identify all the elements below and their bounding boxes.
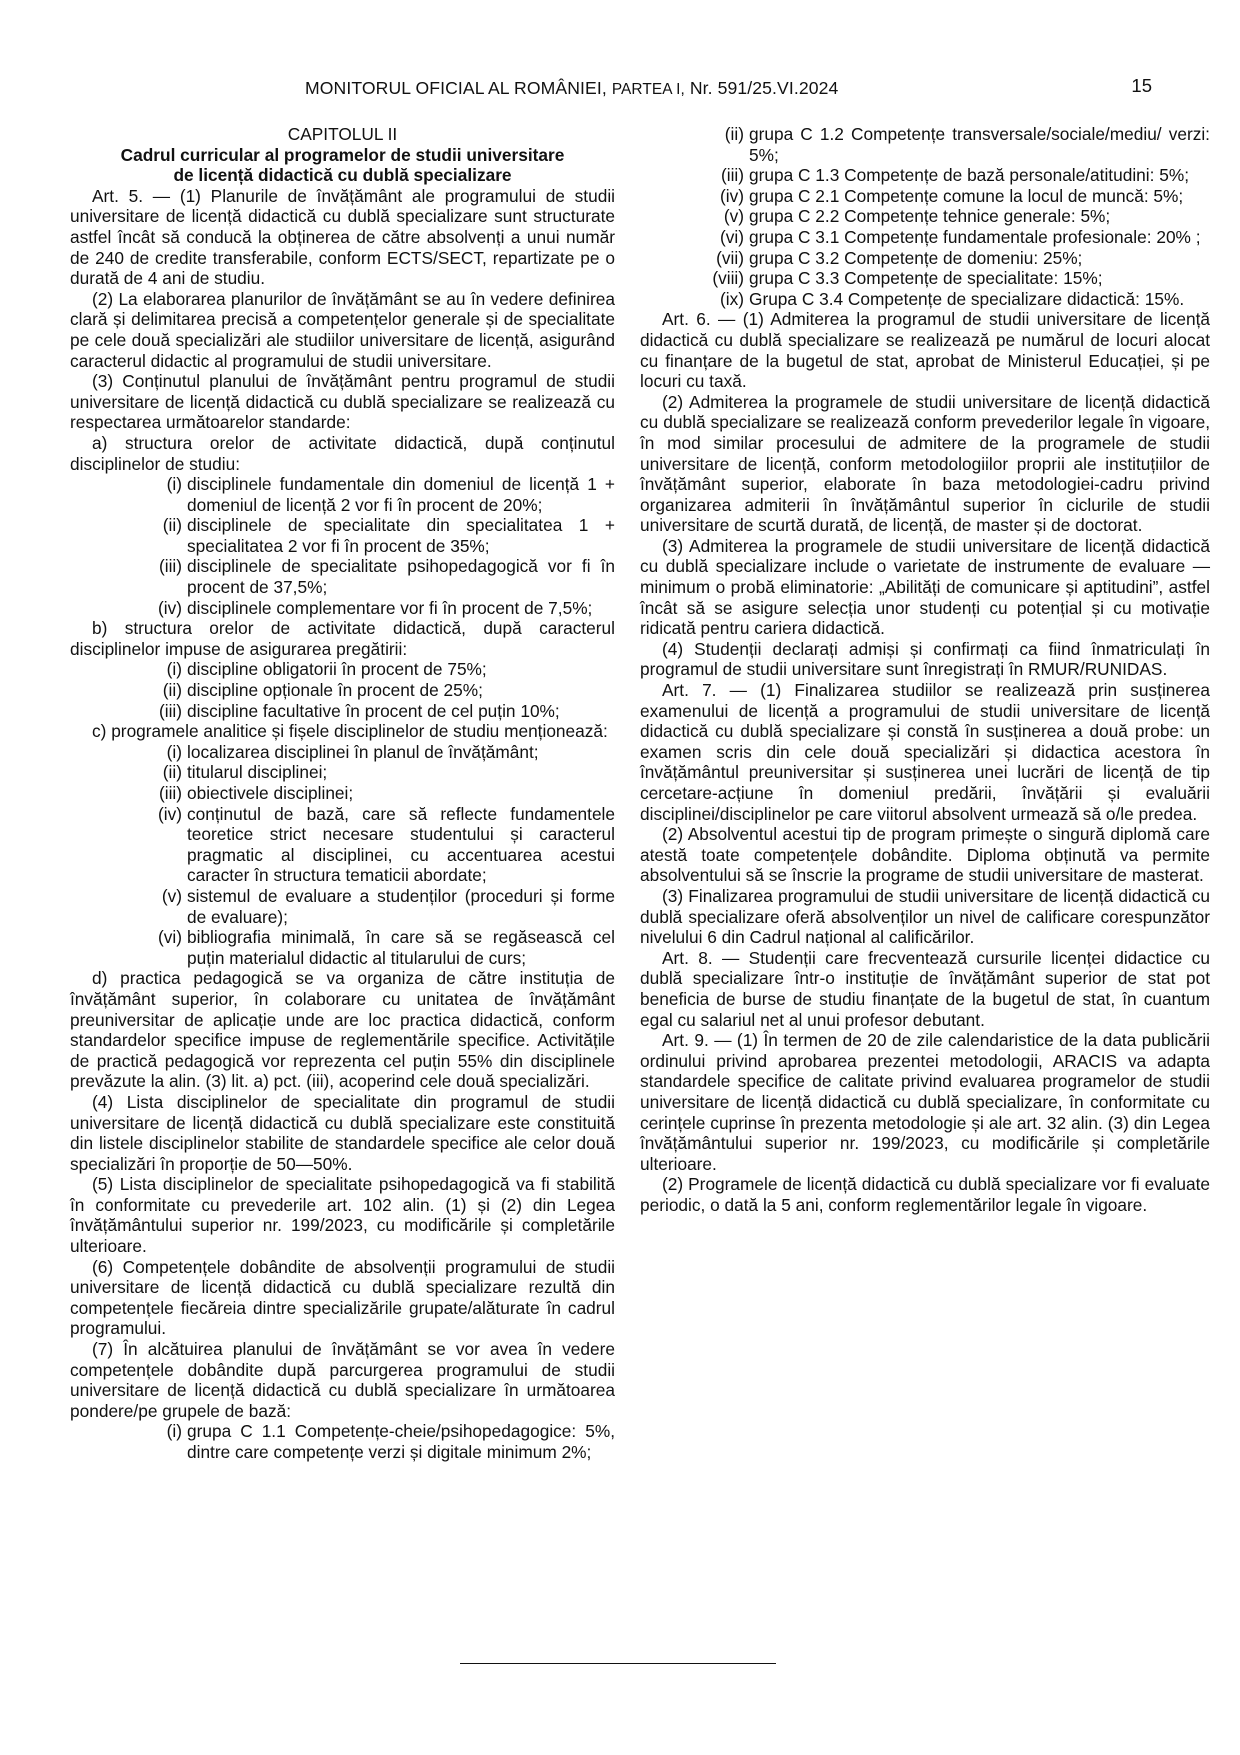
item-text: disciplinele complementare vor fi în procent de 7,5%; xyxy=(187,597,593,618)
chapter-title-line-2: de licență didactică cu dublă specializare xyxy=(173,165,512,186)
item-text: disciplinele de specialitate din specialitatea 1 + specialitatea 2 vor fi în procent de 35%; xyxy=(187,515,615,556)
list-item xyxy=(70,515,615,556)
item-number: (iii) xyxy=(720,165,744,186)
chapter-title-line-1: Cadrul curricular al programelor de studii universitare xyxy=(120,144,565,165)
item-number: (vi) xyxy=(158,927,182,948)
list-item xyxy=(640,165,1210,186)
item-number: (iii) xyxy=(158,783,182,803)
art7-para-3: (3) Finalizarea programului de studii universitare de licență didactică cu dublă specializare oferă absolvenților un nivel de calificare corespunzător nivelului 6 din Cadrul național al calificărilor. xyxy=(640,885,1210,948)
item-number: (ii) xyxy=(162,680,182,701)
art5-letter-d: d) practica pedagogică se va organiza de către instituția de învățământ superior, în colaborare cu unitatea de învățământ preuniversitar de aplicație unde are loc practica didactică, conform standardelor specifice impuse de reglementările specifice. Activitățile de practică pedagogică vor reprezenta cel puțin 55% din disciplinele prevăzute la alin. (3) lit. a) pct. (iii), acoperind cele două specializări. xyxy=(70,968,615,1092)
item-number: (ix) xyxy=(720,288,744,309)
item-number: (i) xyxy=(166,741,182,762)
item-text: grupa C 3.1 Competențe fundamentale profesionale: 20% ; xyxy=(749,226,1201,247)
list-item xyxy=(70,762,615,783)
item-number: (i) xyxy=(166,659,182,680)
item-text: grupa C 3.3 Competențe de specialitate: 15%; xyxy=(749,268,1103,289)
item-number: (i) xyxy=(166,474,182,495)
list-item xyxy=(70,598,615,619)
art9-para-2: (2) Programele de licență didactică cu dublă specializare vor fi evaluate periodic, o dată la 5 ani, conform reglementărilor legale în vigoare. xyxy=(640,1174,1210,1215)
item-text: bibliografia minimală, în care să se regăsească cel puțin materialul didactic al titularului de curs; xyxy=(187,927,615,968)
item-text: grupa C 1.3 Competențe de bază personale/atitudini: 5%; xyxy=(749,165,1189,186)
item-number: (iv) xyxy=(158,803,182,824)
item-text: grupa C 2.2 Competențe tehnice generale: 5%; xyxy=(749,206,1111,227)
item-text: disciplinele de specialitate psihopedagogică vor fi în procent de 37,5%; xyxy=(187,556,615,598)
art5-letter-c: c) programele analitice și fișele disciplinelor de studiu menționează: xyxy=(92,721,608,742)
end-rule-divider xyxy=(460,1663,776,1664)
item-text: conținutul de bază, care să reflecte fundamentele teoretice strict necesare studentului și caracterul pragmatic al disciplinei, cu accentuarea acestui caracter în structura tematicii abordate; xyxy=(187,803,615,886)
item-number: (vi) xyxy=(720,226,744,247)
running-header xyxy=(305,78,838,99)
art5-para-4: (4) Lista disciplinelor de specialitate din programul de studii universitare de licență didactică cu dublă specializare este constituită din listele disciplinelor stabilite de standardele specifice ale celor două specializări în proporție de 50—50%. xyxy=(70,1091,615,1174)
list-item xyxy=(640,268,1210,289)
item-number: (vii) xyxy=(716,247,744,268)
right-column xyxy=(640,124,1210,1215)
item-text: discipline opționale în procent de 25%; xyxy=(187,680,483,701)
list-item xyxy=(640,227,1210,248)
item-text: sistemul de evaluare a studenților (proceduri și forme de evaluare); xyxy=(187,885,615,927)
list-item xyxy=(70,556,615,597)
list-item xyxy=(70,742,615,763)
item-text: localizarea disciplinei în planul de învățământ; xyxy=(187,741,539,762)
list-item xyxy=(70,1421,615,1462)
list-item xyxy=(640,289,1210,310)
list-item xyxy=(640,206,1210,227)
item-text: grupa C 3.2 Competențe de domeniu: 25%; xyxy=(749,247,1083,268)
list-item xyxy=(640,124,1210,165)
item-text: disciplinele fundamentale din domeniul de licență 1 + domeniul de licență 2 vor fi în procent de 20%; xyxy=(187,474,615,515)
art5-para-2: (2) La elaborarea planurilor de învățământ se au în vedere definirea clară și delimitarea precisă a competențelor generale și de specialitate pe cele două specializări ale studiilor universitare de licență, asigurând caracterul didactic al programului de studii universitare. xyxy=(70,288,615,371)
art7-para-1: Art. 7. — (1) Finalizarea studiilor se realizează prin susținerea examenului de licență a programului de studii universitare de licență didactică cu dublă specializare și constă în susținerea a două probe: un examen scris din cele două specializări și didactica acestora în învățământul preuniversitar și susținerea unei lucrări de licență de tip cercetare-acțiune în domeniul predării, învățării și evaluării disciplinei/disciplinelor pe care viitorul absolvent urmează să o/le predea. xyxy=(640,680,1210,824)
item-number: (i) xyxy=(166,1421,182,1442)
list-item xyxy=(70,474,615,515)
page-number: 15 xyxy=(1131,75,1152,96)
art7-para-2: (2) Absolventul acestui tip de program primește o singură diplomă care atestă toate competențele dobândite. Diploma obținută va permite absolventului să se înscrie la programe de studii universitare de masterat. xyxy=(640,824,1210,886)
list-item xyxy=(640,186,1210,207)
art9-para-1: Art. 9. — (1) În termen de 20 de zile calendaristice de la data publicării ordinului privind aprobarea prezentei metodologii, ARACIS va adapta standardele specifice de calitate privind evaluarea programelor de studii universitare de licență didactică cu dublă specializare, în conformitate cu cerințele cuprinse în prezenta metodologie și ale art. 32 alin. (3) din Legea învățământului superior nr. 199/2023, cu modificările și completările ulterioare. xyxy=(640,1030,1210,1174)
item-number: (ii) xyxy=(162,762,182,783)
item-number: (ii) xyxy=(724,124,744,144)
header-part: PARTEA I, xyxy=(611,81,685,98)
item-text: discipline obligatorii în procent de 75%; xyxy=(187,659,487,680)
art5-para-3: (3) Conținutul planului de învățământ pentru programul de studii universitare de licență didactică cu dublă specializare se realizează cu respectarea următoarelor standarde: xyxy=(70,371,615,433)
item-text: discipline facultative în procent de cel puțin 10%; xyxy=(187,700,560,721)
left-column xyxy=(70,124,615,1463)
chapter-heading: CAPITOLUL II xyxy=(287,124,398,144)
list-item xyxy=(70,927,615,968)
item-text: grupa C 1.2 Competențe transversale/sociale/mediu/ verzi: 5%; xyxy=(749,124,1210,165)
item-text: titularul disciplinei; xyxy=(187,762,328,783)
art5-para-6: (6) Competențele dobândite de absolvenții programului de studii universitare de licență didactică cu dublă specializare rezultă din competențele fiecăreia dintre specializările grupate/alăturate în cadrul programului. xyxy=(70,1256,615,1339)
art5-para-1: Art. 5. — (1) Planurile de învățământ ale programului de studii universitare de licență didactică cu dublă specializare sunt structurate astfel încât să conducă la obținerea de către absolvenți a unui număr de 240 de credite transferabile, conform ECTS/SECT, repartizate pe o durată de 4 ani de studiu. xyxy=(70,185,615,289)
header-title: MONITORUL OFICIAL AL ROMÂNIEI, xyxy=(305,78,607,98)
list-item xyxy=(70,804,615,886)
list-item xyxy=(70,701,615,722)
art5-letter-b: b) structura orelor de activitate didactică, după caracterul disciplinelor impuse de asigurarea pregătirii: xyxy=(70,618,615,659)
art6-para-2: (2) Admiterea la programele de studii universitare de licență didactică cu dublă specializare se realizează conform prevederilor legale în vigoare, în mod similar procesului de admitere de la programele de studii universitare de licență, conform metodologiilor proprii ale instituțiilor de învățământ superior, elaborate în baza metodologiei-cadru privind organizarea admiterii în învățământul superior în ciclurile de studii universitare de scurtă durată, de licență, de master și de doctorat. xyxy=(640,391,1210,536)
item-number: (ii) xyxy=(162,515,182,536)
item-text: grupa C 1.1 Competențe-cheie/psihopedagogice: 5%, dintre care competențe verzi și digitale minimum 2%; xyxy=(187,1421,615,1462)
art8-para: Art. 8. — Studenții care frecventează cursurile licenței didactice cu dublă specializare într-o instituție de învățământ superior de stat pot beneficia de burse de studiu finanțate de la bugetul de stat, în cuantum egal cu salariul net al unui profesor debutant. xyxy=(640,947,1210,1030)
item-number: (iii) xyxy=(158,556,182,577)
list-item xyxy=(70,680,615,701)
list-item xyxy=(640,248,1210,269)
art5-letter-a: a) structura orelor de activitate didactică, după conținutul disciplinelor de studiu: xyxy=(70,432,615,474)
item-text: grupa C 2.1 Competențe comune la locul de muncă: 5%; xyxy=(749,185,1184,206)
art5-para-7: (7) În alcătuirea planului de învățământ se vor avea în vedere competențele dobândite după parcurgerea programului de studii universitare de licență didactică cu dublă specializare în următoarea pondere/pe grupele de bază: xyxy=(70,1339,615,1421)
header-number: Nr. 591/25.VI.2024 xyxy=(689,78,839,98)
item-number: (iii) xyxy=(158,700,182,721)
item-text: obiectivele disciplinei; xyxy=(187,783,354,803)
item-number: (v) xyxy=(723,206,744,227)
list-item xyxy=(70,783,615,804)
list-item xyxy=(70,659,615,680)
art6-para-1: Art. 6. — (1) Admiterea la programul de studii universitare de licență didactică cu dublă specializare se realizează pe numărul de locuri alocat cu finanțare de la bugetul de stat, aprobat de Ministerul Educației, și pe locuri cu taxă. xyxy=(640,309,1210,392)
list-item xyxy=(70,886,615,927)
item-number: (iv) xyxy=(720,185,744,206)
art5-para-5: (5) Lista disciplinelor de specialitate psihopedagogică va fi stabilită în conformitate cu prevederile art. 102 alin. (1) și (2) din Legea învățământului superior nr. 199/2023, cu modificările și completările ulterioare. xyxy=(70,1174,615,1257)
art6-para-3: (3) Admiterea la programele de studii universitare de licență didactică cu dublă specializare include o varietate de instrumente de evaluare — minimum o probă eliminatorie: „Abilități de comunicare și aptitudini”, astfel încât să se asigure selecția unor studenți cu potențial și cu motivație ridicată pentru cariera didactică. xyxy=(640,535,1210,639)
art6-para-4: (4) Studenții declarați admiși și confirmați ca fiind înmatriculați în programul de studii universitare sunt înregistrați în RMUR/RUNIDAS. xyxy=(640,638,1210,680)
item-number: (v) xyxy=(161,885,182,906)
item-text: Grupa C 3.4 Competențe de specializare didactică: 15%. xyxy=(749,288,1185,309)
item-number: (iv) xyxy=(158,597,182,618)
item-number: (viii) xyxy=(712,268,744,289)
